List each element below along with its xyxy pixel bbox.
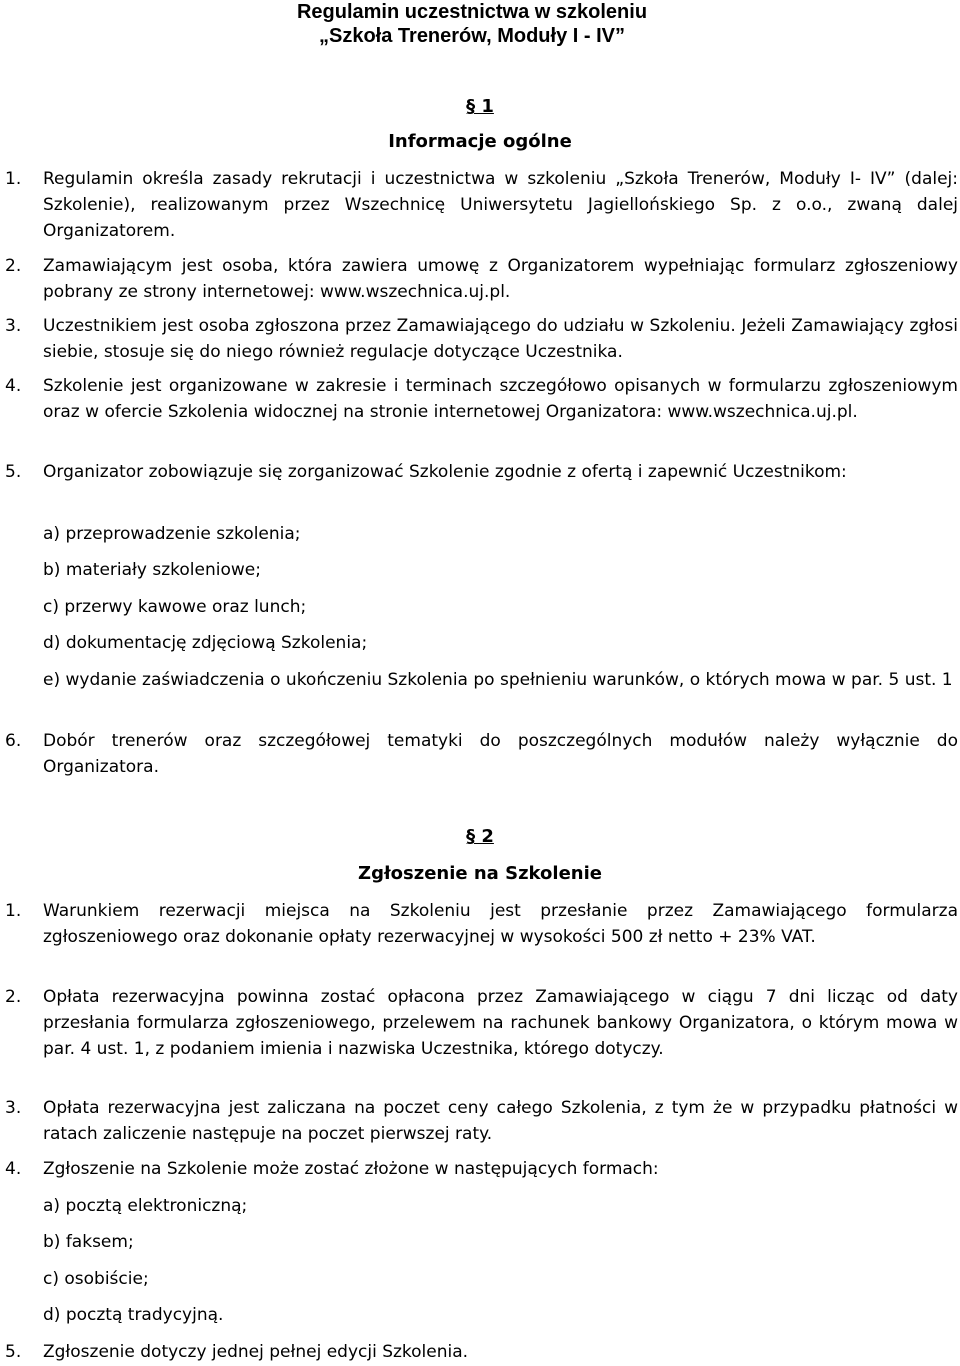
- section-1-item-1: [5, 166, 958, 244]
- item-text: Opłata rezerwacyjna powinna zostać opłacona przez Zamawiającego w ciągu 7 dni licząc od daty przesłania formularza zgłoszeniowego, przelewem na rachunek bankowy Organizatora, o którym mowa w par. 4 ust. 1, z podaniem imienia i nazwiska Uczestnika, którego dotyczy.: [43, 987, 958, 1059]
- section-2-subitem-a: a) pocztą elektroniczną;: [43, 1196, 248, 1216]
- section-2-subitem-c: c) osobiście;: [43, 1269, 149, 1289]
- section-1-item-5: [5, 459, 958, 485]
- section-2-item-3: [5, 1095, 958, 1147]
- item-number: 5.: [5, 462, 22, 482]
- item-text: Zgłoszenie dotyczy jednej pełnej edycji Szkolenia.: [43, 1342, 469, 1362]
- item-number: 1.: [5, 169, 22, 189]
- section-1-heading: Informacje ogólne: [388, 131, 572, 152]
- item-number: 2.: [5, 256, 22, 276]
- section-1-mark: § 1: [466, 96, 494, 117]
- section-2-heading: Zgłoszenie na Szkolenie: [358, 863, 602, 884]
- section-2-item-1: [5, 898, 958, 950]
- item-number: 2.: [5, 987, 22, 1007]
- item-text: Organizator zobowiązuje się zorganizować Szkolenie zgodnie z ofertą i zapewnić Uczestnikom:: [43, 462, 847, 482]
- item-text: Zamawiającym jest osoba, która zawiera umowę z Organizatorem wypełniając formularz zgłoszeniowy pobrany ze strony internetowej: www.wszechnica.uj.pl.: [43, 256, 958, 302]
- item-text: Szkolenie jest organizowane w zakresie i terminach szczegółowo opisanych w formularzu zgłoszeniowym oraz w ofercie Szkolenia widocznej na stronie internetowej Organizatora: www.wszechnica.uj.pl.: [43, 376, 958, 422]
- section-2-item-4: [5, 1156, 958, 1182]
- section-1-item-2: [5, 253, 958, 305]
- document-title-line-1: Regulamin uczestnictwa w szkoleniu: [296, 1, 648, 23]
- section-1-subitem-b: b) materiały szkoleniowe;: [43, 560, 261, 580]
- item-number: 4.: [5, 1159, 22, 1179]
- item-number: 4.: [5, 376, 22, 396]
- item-text: Uczestnikiem jest osoba zgłoszona przez Zamawiającego do udziału w Szkoleniu. Jeżeli Zamawiający zgłosi siebie, stosuje się do niego również regulacje dotyczące Uczestnika.: [43, 316, 958, 362]
- item-number: 3.: [5, 316, 22, 336]
- section-2-subitem-d: d) pocztą tradycyjną.: [43, 1305, 224, 1325]
- item-number: 5.: [5, 1342, 22, 1362]
- section-1-item-4: [5, 373, 958, 425]
- section-1-subitem-d: d) dokumentację zdjęciową Szkolenia;: [43, 633, 368, 653]
- item-text: Zgłoszenie na Szkolenie może zostać złożone w następujących formach:: [43, 1159, 659, 1179]
- section-1-subitem-a: a) przeprowadzenie szkolenia;: [43, 524, 301, 544]
- section-2-item-5: [5, 1339, 958, 1365]
- section-2-mark: § 2: [466, 826, 494, 847]
- item-number: 1.: [5, 901, 22, 921]
- item-text: Opłata rezerwacyjna jest zaliczana na poczet ceny całego Szkolenia, z tym że w przypadku płatności w ratach zaliczenie następuje na poczet pierwszej raty.: [43, 1098, 958, 1144]
- section-1-item-3: [5, 313, 958, 365]
- section-1-subitem-c: c) przerwy kawowe oraz lunch;: [43, 597, 307, 617]
- item-number: 6.: [5, 731, 22, 751]
- section-1-subitem-e: e) wydanie zaświadczenia o ukończeniu Szkolenia po spełnieniu warunków, o których mowa w par. 5 ust. 1: [43, 670, 953, 690]
- item-text: Dobór trenerów oraz szczegółowej tematyki do poszczególnych modułów należy wyłącznie do Organizatora.: [43, 731, 958, 777]
- item-number: 3.: [5, 1098, 22, 1118]
- section-2-item-2: [5, 984, 958, 1062]
- item-text: Regulamin określa zasady rekrutacji i uczestnictwa w szkoleniu „Szkoła Trenerów, Moduły I- IV” (dalej: Szkolenie), realizowanym przez Wszechnicę Uniwersytetu Jagiellońskiego Sp. z o.o., zwaną dalej Organizatorem.: [43, 169, 958, 241]
- section-2-subitem-b: b) faksem;: [43, 1232, 134, 1252]
- document-title-line-2: „Szkoła Trenerów, Moduły I - IV”: [319, 25, 625, 47]
- section-1-item-6: [5, 728, 958, 780]
- item-text: Warunkiem rezerwacji miejsca na Szkoleniu jest przesłanie przez Zamawiającego formularza zgłoszeniowego oraz dokonanie opłaty rezerwacyjnej w wysokości 500 zł netto + 23% VAT.: [43, 901, 958, 947]
